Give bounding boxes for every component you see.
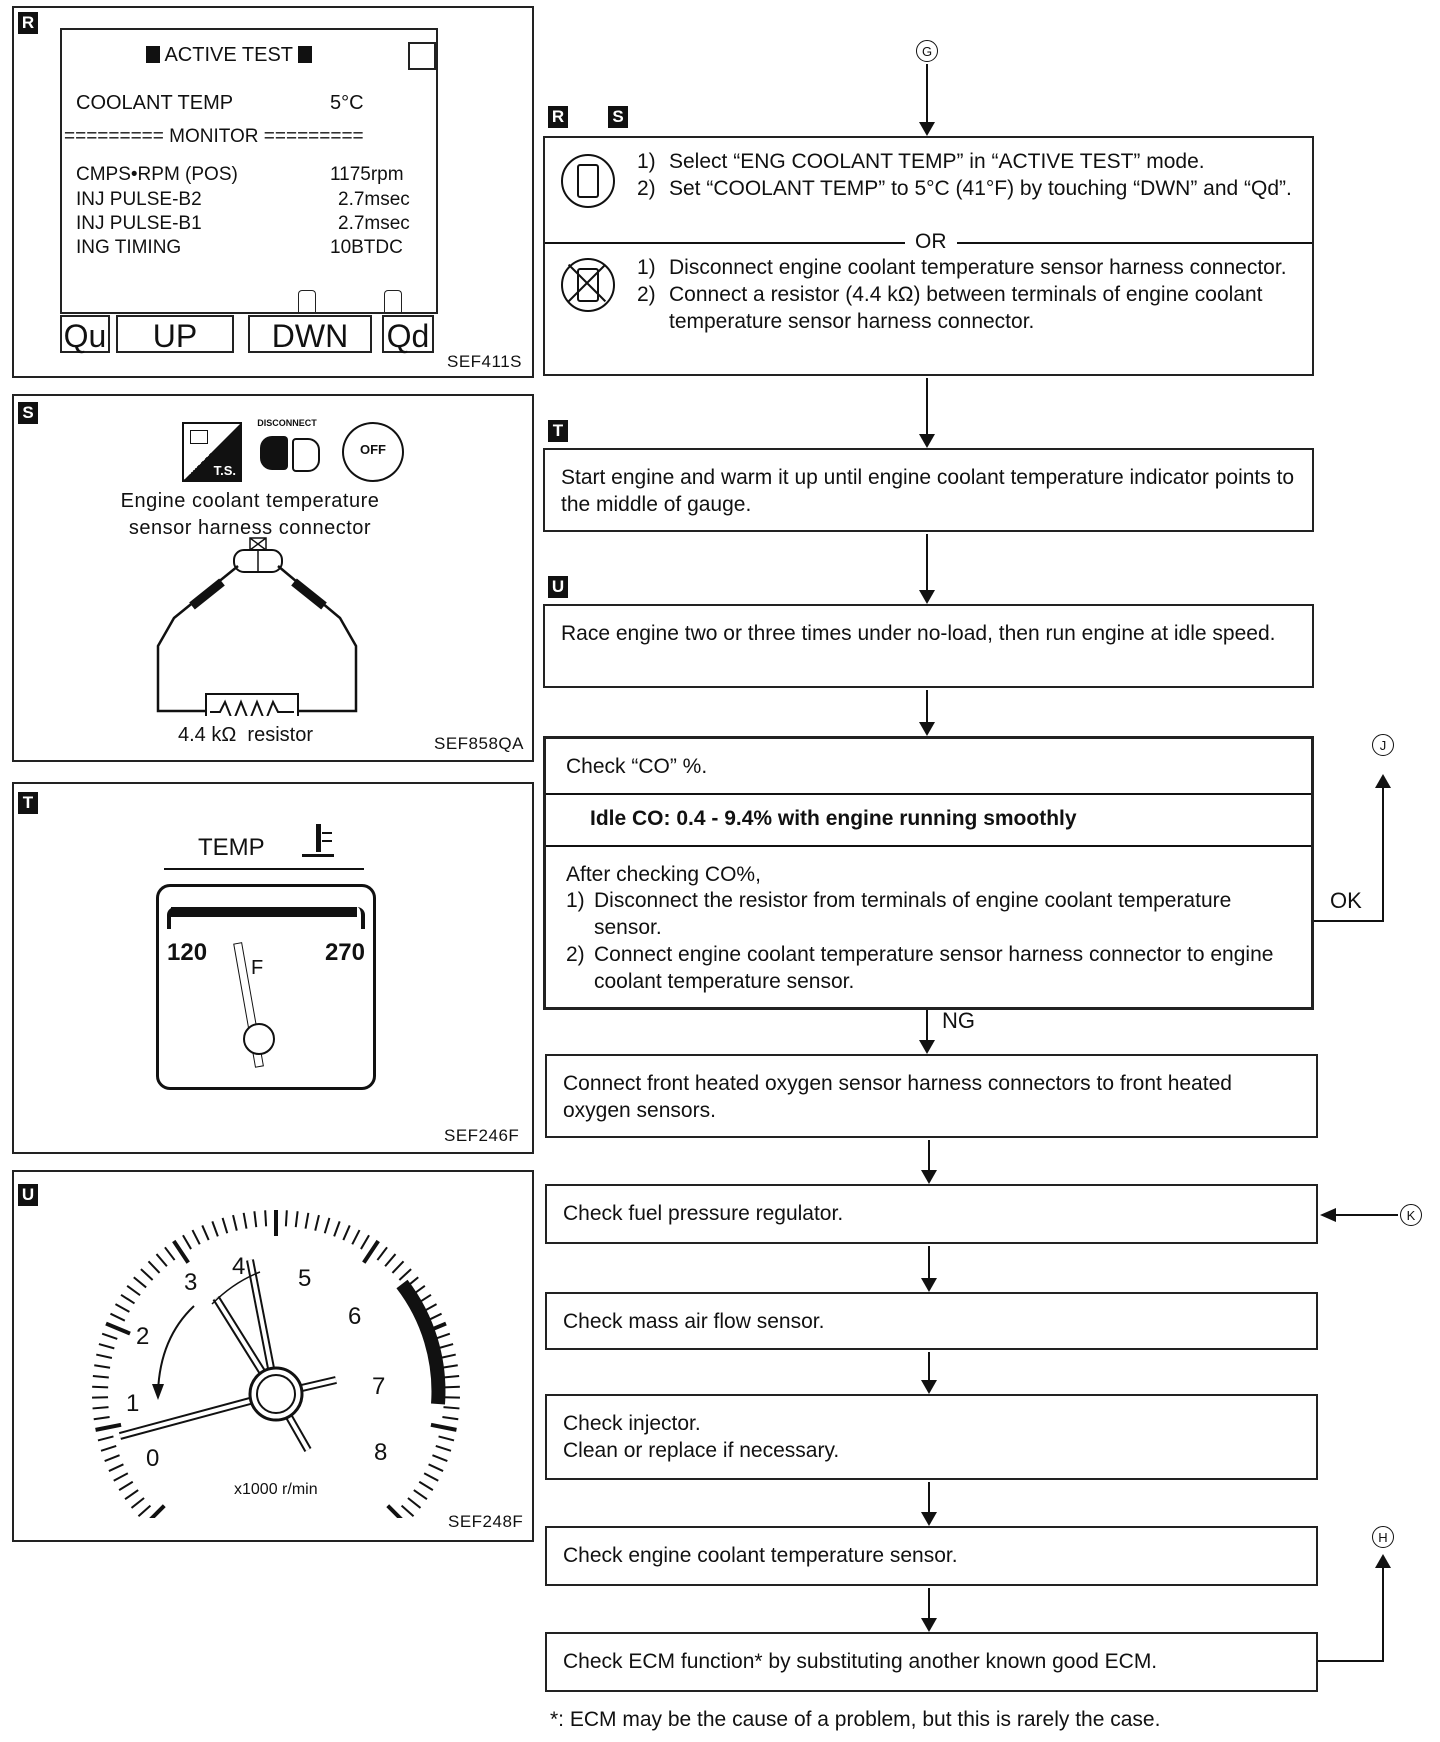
- monitor-row-value: 2.7msec: [338, 189, 410, 210]
- dial-tick: [157, 1254, 167, 1266]
- dial-tick: [106, 1324, 130, 1334]
- flow-arrow: [928, 1246, 930, 1290]
- dial-tick: [443, 1376, 459, 1378]
- dial-tick: [94, 1365, 110, 1368]
- step-tag-u: U: [18, 1184, 38, 1206]
- injector-line-2: Clean or replace if necessary.: [563, 1439, 840, 1462]
- dial-tick: [244, 1213, 247, 1229]
- dial-tick: [343, 1225, 349, 1240]
- dial-tick: [334, 1221, 340, 1236]
- flow-arrow: [928, 1482, 930, 1524]
- co-divider: [546, 845, 1311, 847]
- connector-ref-j: J: [1372, 734, 1394, 756]
- after-check-label: After checking CO%,: [566, 863, 761, 886]
- flow-box-injector: [545, 1394, 1318, 1480]
- dial-number-2: 2: [136, 1323, 150, 1350]
- connector-ref-g: G: [916, 40, 938, 62]
- gauge-unit: F: [251, 957, 264, 979]
- dial-tick: [306, 1213, 309, 1229]
- h-branch-line: [1318, 1660, 1382, 1662]
- footnote: *: ECM may be the cause of a problem, but this is rarely the case.: [550, 1708, 1161, 1731]
- ng-label: NG: [942, 1008, 975, 1033]
- dial-tick: [223, 1218, 228, 1233]
- k-branch-arrowhead: [1320, 1208, 1336, 1222]
- flow-box-maf-sensor: Check mass air flow sensor.: [545, 1292, 1318, 1350]
- flow-box-check-co: [543, 736, 1314, 1010]
- dial-tick: [93, 1407, 109, 1408]
- dial-tick: [109, 1464, 124, 1471]
- monitor-divider: ========= MONITOR =========: [64, 126, 364, 147]
- dial-tick: [132, 1498, 145, 1508]
- dial-tick: [98, 1436, 113, 1440]
- dial-tick: [443, 1407, 459, 1408]
- dial-tick: [105, 1455, 120, 1461]
- dial-number-1: 1: [126, 1390, 140, 1417]
- monitor-row-label: CMPS•RPM (POS): [76, 164, 238, 185]
- list-item: 2) Connect engine coolant temperature sensor harness connector to engine coolant temperature sensor.: [566, 943, 1274, 993]
- dial-tick: [392, 1261, 403, 1273]
- ok-label: OK: [1330, 888, 1362, 913]
- figure-code: SEF246F: [444, 1126, 520, 1145]
- flow-box-ecm: Check ECM function* by substituting another known good ECM.: [545, 1632, 1318, 1692]
- dial-tick: [432, 1455, 447, 1461]
- dial-tick: [192, 1230, 199, 1244]
- step-tag-r: R: [18, 12, 38, 34]
- dial-tick: [399, 1269, 411, 1280]
- ok-branch-line: [1314, 920, 1382, 922]
- figure-code: SEF411S: [447, 352, 523, 371]
- dial-tick: [174, 1241, 188, 1263]
- dial-tick: [286, 1210, 287, 1226]
- step-tag-s: S: [608, 106, 628, 128]
- resistor-circuit-diagram: [126, 536, 426, 716]
- flow-box-o2-connectors: Connect front heated oxygen sensor harness connectors to front heated oxygen sensors.: [545, 1054, 1318, 1138]
- coolant-temp-label: COOLANT TEMP: [76, 92, 234, 114]
- co-divider: [546, 793, 1311, 795]
- checkbox-icon: [408, 42, 436, 70]
- injector-line-1: Check injector.: [563, 1412, 701, 1435]
- resistor-label: 4.4 kΩ resistor: [178, 724, 313, 746]
- step-tag-s: S: [18, 402, 38, 424]
- consult-screen: [60, 28, 438, 314]
- resistor-steps: [637, 254, 1297, 335]
- figure-code: SEF248F: [448, 1512, 524, 1531]
- dial-tick: [114, 1473, 128, 1481]
- dial-tick: [110, 1314, 124, 1321]
- flow-arrow: [928, 1140, 930, 1182]
- flow-arrow: [926, 378, 928, 446]
- finger-icon: [384, 290, 402, 313]
- up-button[interactable]: UP: [116, 315, 234, 353]
- connector-ref-h: H: [1372, 1526, 1394, 1548]
- dial-tick: [93, 1376, 109, 1378]
- dial-tick: [431, 1425, 457, 1430]
- dial-tick: [121, 1295, 134, 1304]
- dial-tick: [125, 1490, 138, 1499]
- no-consult-tool-icon: [561, 258, 615, 312]
- ignition-off-icon: OFF: [342, 422, 404, 482]
- dial-tick: [102, 1334, 117, 1339]
- dial-tick: [364, 1241, 378, 1263]
- monitor-row-label: ING TIMING: [76, 237, 182, 258]
- flow-box-fuel-pressure: Check fuel pressure regulator.: [545, 1184, 1318, 1244]
- h-branch-arrow: [1382, 1556, 1384, 1662]
- flow-arrow: [926, 64, 928, 134]
- dial-number-6: 6: [348, 1303, 362, 1330]
- dial-tick: [419, 1482, 433, 1490]
- or-label: OR: [905, 228, 957, 255]
- active-test-title: ACTIVE TEST: [146, 44, 312, 67]
- qd-button[interactable]: Qd: [382, 315, 434, 353]
- gauge-frame: [156, 884, 376, 1090]
- qu-button[interactable]: Qu: [60, 315, 110, 353]
- panel-t-temp-gauge: [12, 782, 534, 1154]
- dial-number-8: 8: [374, 1439, 388, 1466]
- flow-arrow: [926, 1010, 928, 1052]
- dial-tick: [94, 1417, 110, 1419]
- dial-tick: [134, 1277, 146, 1287]
- monitor-row-value: 10BTDC: [330, 237, 403, 258]
- dial-tick: [202, 1225, 208, 1240]
- dial-tick: [254, 1211, 256, 1227]
- dial-tick: [296, 1211, 298, 1227]
- gauge-title-underline: [164, 868, 364, 870]
- dial-tick: [265, 1210, 266, 1226]
- dial-tick: [440, 1355, 456, 1358]
- dial-number-7: 7: [372, 1373, 386, 1400]
- tachometer-dial: [66, 1188, 486, 1518]
- step-tag-u: U: [548, 576, 568, 598]
- dial-tick: [96, 1355, 112, 1358]
- flow-box-ect-sensor: Check engine coolant temperature sensor.: [545, 1526, 1318, 1586]
- dial-tick: [408, 1498, 421, 1508]
- flow-arrow: [928, 1588, 930, 1630]
- list-item: 1) Select “ENG COOLANT TEMP” in “ACTIVE TEST” mode.: [637, 150, 1205, 173]
- gauge-title: TEMP: [198, 834, 265, 861]
- dial-tick: [444, 1387, 460, 1388]
- dial-tick: [377, 1247, 387, 1260]
- dial-number-5: 5: [298, 1265, 312, 1292]
- dial-unit: x1000 r/min: [234, 1481, 318, 1498]
- flow-arrow: [928, 1352, 930, 1392]
- dial-tick: [233, 1215, 237, 1231]
- check-co-label: Check “CO” %.: [566, 755, 708, 778]
- figure-code: SEF858QA: [434, 734, 524, 753]
- list-item: 2) Connect a resistor (4.4 kΩ) between terminals of engine coolant temperature sensor harness connector.: [637, 283, 1263, 333]
- dial-tick: [414, 1490, 427, 1499]
- dial-tick: [439, 1436, 454, 1440]
- dial-tick: [429, 1464, 444, 1471]
- dial-number-4: 4: [232, 1253, 246, 1280]
- coolant-temp-icon: [298, 822, 338, 862]
- dial-tick: [183, 1235, 191, 1249]
- dial-tick: [424, 1473, 438, 1481]
- list-item: 2) Set “COOLANT TEMP” to 5°C (41°F) by touching “DWN” and “Qd”.: [637, 177, 1292, 200]
- flow-arrow: [926, 690, 928, 734]
- connector-caption: Engine coolant temperature sensor harness connector: [120, 490, 380, 539]
- dial-tick: [361, 1235, 369, 1249]
- step-tag-t: T: [18, 792, 38, 814]
- finger-icon: [298, 290, 316, 313]
- flow-arrow: [926, 534, 928, 602]
- dial-tick: [385, 1254, 395, 1266]
- dial-tick: [212, 1221, 218, 1236]
- dial-number-3: 3: [184, 1269, 198, 1296]
- dial-tick: [315, 1215, 319, 1231]
- monitor-row-label: INJ PULSE-B2: [76, 189, 202, 210]
- flow-box-race-engine: Race engine two or three times under no-load, then run engine at idle speed.: [543, 604, 1314, 688]
- monitor-row-label: INJ PULSE-B1: [76, 213, 202, 234]
- dial-tick: [442, 1365, 458, 1368]
- dial-tick: [101, 1446, 116, 1451]
- list-item: 1) Disconnect engine coolant temperature sensor harness connector.: [637, 256, 1287, 279]
- dial-tick: [165, 1247, 175, 1260]
- ts-connector-icon: T.S.: [182, 422, 242, 482]
- gauge-pivot: [243, 1023, 275, 1055]
- dial-tick: [119, 1482, 133, 1490]
- gauge-min-value: 120: [167, 939, 208, 966]
- dial-number-0: 0: [146, 1445, 160, 1472]
- dial-tick: [352, 1230, 359, 1244]
- disconnect-icon: DISCONNECT: [252, 418, 322, 480]
- dial-tick: [99, 1344, 114, 1348]
- k-branch-line: [1336, 1214, 1398, 1216]
- monitor-row-value: 1175rpm: [330, 164, 404, 185]
- flow-box-warm-up: Start engine and warm it up until engine coolant temperature indicator points to the middle of gauge.: [543, 448, 1314, 532]
- dial-tick: [325, 1218, 330, 1233]
- connector-ref-k: K: [1400, 1204, 1422, 1226]
- dial-tick: [138, 1506, 150, 1517]
- dial-tick: [148, 1261, 159, 1273]
- dwn-button[interactable]: DWN: [248, 315, 372, 353]
- panel-s-resistor: [12, 394, 534, 762]
- dial-tick: [141, 1269, 153, 1280]
- active-test-steps: [637, 148, 1297, 202]
- dial-tick: [96, 1425, 122, 1430]
- dial-tick: [127, 1286, 140, 1295]
- ok-branch-arrow: [1382, 776, 1384, 922]
- step-tag-r: R: [548, 106, 568, 128]
- panel-u-tachometer: [12, 1170, 534, 1542]
- dial-tick: [402, 1506, 414, 1517]
- flow-box-active-test: [543, 136, 1314, 376]
- dial-tick: [92, 1387, 108, 1388]
- dial-tick: [115, 1304, 129, 1312]
- monitor-row-value: 2.7msec: [338, 213, 410, 234]
- list-item: 1) Disconnect the resistor from terminals of engine coolant temperature sensor.: [566, 889, 1232, 939]
- gauge-max-value: 270: [324, 939, 365, 966]
- step-tag-t: T: [548, 420, 568, 442]
- dial-tick: [442, 1417, 458, 1419]
- idle-co-spec: Idle CO: 0.4 - 9.4% with engine running smoothly: [590, 807, 1077, 830]
- consult-tool-icon: [561, 154, 615, 208]
- coolant-temp-value: 5°C: [330, 92, 364, 114]
- panel-r-consult-screen: [12, 6, 534, 378]
- after-check-steps: [566, 887, 1296, 995]
- dial-tick: [436, 1446, 451, 1451]
